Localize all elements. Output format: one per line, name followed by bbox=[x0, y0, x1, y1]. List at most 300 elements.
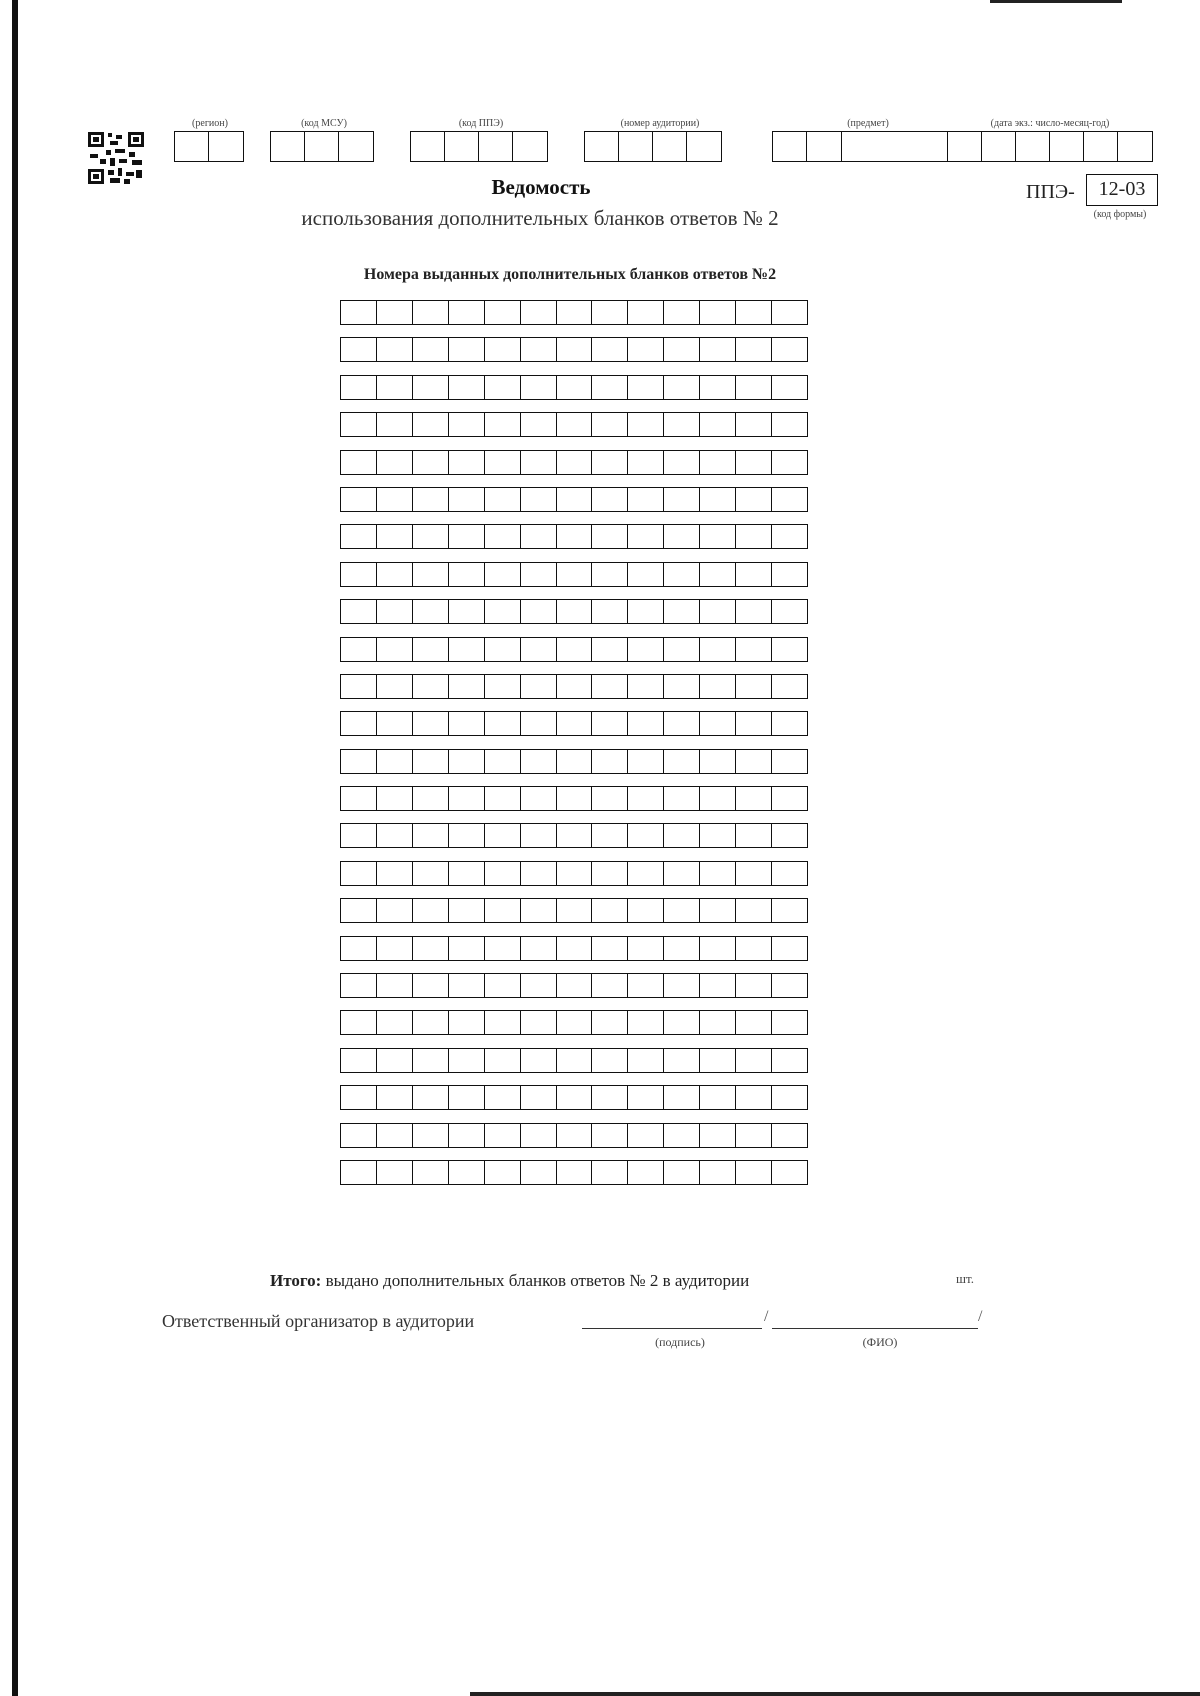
digit-cell[interactable] bbox=[948, 132, 982, 161]
grid-cell[interactable] bbox=[413, 899, 449, 922]
grid-cell[interactable] bbox=[449, 712, 485, 735]
grid-cell[interactable] bbox=[557, 1086, 593, 1109]
grid-cell[interactable] bbox=[664, 338, 700, 361]
grid-cell[interactable] bbox=[413, 824, 449, 847]
grid-cell[interactable] bbox=[664, 301, 700, 324]
grid-cell[interactable] bbox=[377, 525, 413, 548]
grid-cell[interactable] bbox=[700, 1124, 736, 1147]
grid-cell[interactable] bbox=[772, 1049, 807, 1072]
grid-cell[interactable] bbox=[592, 974, 628, 997]
grid-cell[interactable] bbox=[377, 862, 413, 885]
grid-cell[interactable] bbox=[736, 824, 772, 847]
grid-cell[interactable] bbox=[521, 862, 557, 885]
grid-cell[interactable] bbox=[413, 525, 449, 548]
grid-cell[interactable] bbox=[377, 974, 413, 997]
grid-cell[interactable] bbox=[485, 787, 521, 810]
grid-cell[interactable] bbox=[628, 338, 664, 361]
grid-cell[interactable] bbox=[736, 1049, 772, 1072]
grid-cell[interactable] bbox=[521, 301, 557, 324]
grid-cell[interactable] bbox=[592, 750, 628, 773]
grid-cell[interactable] bbox=[521, 638, 557, 661]
grid-cell[interactable] bbox=[485, 1124, 521, 1147]
grid-cell[interactable] bbox=[736, 899, 772, 922]
grid-cell[interactable] bbox=[700, 413, 736, 436]
grid-cell[interactable] bbox=[377, 937, 413, 960]
grid-cell[interactable] bbox=[521, 1161, 557, 1184]
digit-cell[interactable] bbox=[445, 132, 479, 161]
grid-cell[interactable] bbox=[485, 600, 521, 623]
grid-cell[interactable] bbox=[772, 1161, 807, 1184]
grid-cell[interactable] bbox=[377, 413, 413, 436]
grid-cell[interactable] bbox=[772, 824, 807, 847]
grid-cell[interactable] bbox=[449, 675, 485, 698]
grid-cell[interactable] bbox=[413, 1011, 449, 1034]
grid-cell[interactable] bbox=[485, 563, 521, 586]
grid-cell[interactable] bbox=[449, 862, 485, 885]
grid-cell[interactable] bbox=[700, 787, 736, 810]
grid-cell[interactable] bbox=[485, 376, 521, 399]
grid-cell[interactable] bbox=[521, 1086, 557, 1109]
grid-cell[interactable] bbox=[377, 1161, 413, 1184]
grid-cell[interactable] bbox=[736, 787, 772, 810]
grid-row[interactable] bbox=[340, 898, 808, 923]
grid-cell[interactable] bbox=[628, 488, 664, 511]
grid-cell[interactable] bbox=[449, 451, 485, 474]
grid-cell[interactable] bbox=[485, 675, 521, 698]
grid-cell[interactable] bbox=[628, 974, 664, 997]
grid-cell[interactable] bbox=[557, 1049, 593, 1072]
grid-cell[interactable] bbox=[772, 563, 807, 586]
grid-cell[interactable] bbox=[377, 451, 413, 474]
grid-cell[interactable] bbox=[413, 1161, 449, 1184]
grid-cell[interactable] bbox=[377, 787, 413, 810]
grid-cell[interactable] bbox=[413, 413, 449, 436]
grid-cell[interactable] bbox=[485, 301, 521, 324]
grid-cell[interactable] bbox=[341, 824, 377, 847]
grid-cell[interactable] bbox=[485, 750, 521, 773]
grid-cell[interactable] bbox=[341, 376, 377, 399]
grid-cell[interactable] bbox=[557, 750, 593, 773]
grid-cell[interactable] bbox=[592, 899, 628, 922]
grid-cell[interactable] bbox=[628, 824, 664, 847]
grid-cell[interactable] bbox=[449, 1011, 485, 1034]
grid-cell[interactable] bbox=[557, 1011, 593, 1034]
digit-cell[interactable] bbox=[653, 132, 687, 161]
grid-cell[interactable] bbox=[664, 1049, 700, 1072]
grid-cell[interactable] bbox=[700, 937, 736, 960]
grid-cell[interactable] bbox=[377, 675, 413, 698]
grid-cell[interactable] bbox=[736, 862, 772, 885]
grid-cell[interactable] bbox=[449, 376, 485, 399]
grid-cell[interactable] bbox=[772, 937, 807, 960]
grid-cell[interactable] bbox=[772, 974, 807, 997]
digit-cell[interactable] bbox=[1118, 132, 1152, 161]
grid-cell[interactable] bbox=[700, 488, 736, 511]
ppe-code-field[interactable] bbox=[410, 131, 548, 162]
grid-cell[interactable] bbox=[557, 675, 593, 698]
grid-cell[interactable] bbox=[377, 563, 413, 586]
grid-cell[interactable] bbox=[736, 1124, 772, 1147]
grid-cell[interactable] bbox=[664, 1161, 700, 1184]
grid-cell[interactable] bbox=[377, 376, 413, 399]
grid-cell[interactable] bbox=[377, 338, 413, 361]
grid-cell[interactable] bbox=[341, 750, 377, 773]
grid-cell[interactable] bbox=[664, 750, 700, 773]
grid-cell[interactable] bbox=[449, 937, 485, 960]
grid-cell[interactable] bbox=[592, 712, 628, 735]
grid-cell[interactable] bbox=[557, 376, 593, 399]
grid-cell[interactable] bbox=[377, 899, 413, 922]
grid-cell[interactable] bbox=[592, 862, 628, 885]
grid-cell[interactable] bbox=[521, 1049, 557, 1072]
grid-cell[interactable] bbox=[377, 1124, 413, 1147]
grid-cell[interactable] bbox=[592, 937, 628, 960]
grid-cell[interactable] bbox=[341, 413, 377, 436]
grid-cell[interactable] bbox=[341, 937, 377, 960]
grid-row[interactable] bbox=[340, 973, 808, 998]
grid-cell[interactable] bbox=[557, 451, 593, 474]
grid-row[interactable] bbox=[340, 300, 808, 325]
grid-cell[interactable] bbox=[592, 301, 628, 324]
grid-cell[interactable] bbox=[485, 451, 521, 474]
grid-cell[interactable] bbox=[485, 712, 521, 735]
digit-cell[interactable] bbox=[1016, 132, 1050, 161]
grid-cell[interactable] bbox=[628, 563, 664, 586]
auditorium-number-field[interactable] bbox=[584, 131, 722, 162]
grid-cell[interactable] bbox=[628, 1049, 664, 1072]
grid-cell[interactable] bbox=[485, 525, 521, 548]
grid-cell[interactable] bbox=[521, 488, 557, 511]
digit-cell[interactable] bbox=[807, 132, 841, 161]
grid-cell[interactable] bbox=[521, 525, 557, 548]
digit-cell[interactable] bbox=[411, 132, 445, 161]
grid-cell[interactable] bbox=[557, 787, 593, 810]
grid-cell[interactable] bbox=[485, 899, 521, 922]
grid-cell[interactable] bbox=[772, 787, 807, 810]
grid-cell[interactable] bbox=[736, 563, 772, 586]
grid-row[interactable] bbox=[340, 936, 808, 961]
grid-cell[interactable] bbox=[700, 899, 736, 922]
grid-cell[interactable] bbox=[341, 974, 377, 997]
grid-row[interactable] bbox=[340, 674, 808, 699]
grid-cell[interactable] bbox=[521, 1011, 557, 1034]
grid-cell[interactable] bbox=[664, 787, 700, 810]
grid-cell[interactable] bbox=[521, 787, 557, 810]
grid-cell[interactable] bbox=[449, 1161, 485, 1184]
digit-cell[interactable] bbox=[271, 132, 305, 161]
grid-cell[interactable] bbox=[377, 638, 413, 661]
grid-cell[interactable] bbox=[772, 525, 807, 548]
grid-cell[interactable] bbox=[664, 376, 700, 399]
grid-cell[interactable] bbox=[485, 1086, 521, 1109]
grid-cell[interactable] bbox=[736, 376, 772, 399]
grid-cell[interactable] bbox=[341, 1161, 377, 1184]
grid-cell[interactable] bbox=[341, 338, 377, 361]
grid-cell[interactable] bbox=[485, 862, 521, 885]
grid-row[interactable] bbox=[340, 562, 808, 587]
full-name-line[interactable] bbox=[772, 1328, 978, 1329]
grid-row[interactable] bbox=[340, 487, 808, 512]
msu-code-field[interactable] bbox=[270, 131, 374, 162]
grid-cell[interactable] bbox=[485, 488, 521, 511]
grid-cell[interactable] bbox=[377, 1011, 413, 1034]
grid-cell[interactable] bbox=[557, 413, 593, 436]
grid-cell[interactable] bbox=[413, 376, 449, 399]
grid-cell[interactable] bbox=[341, 301, 377, 324]
digit-cell[interactable] bbox=[175, 132, 209, 161]
grid-cell[interactable] bbox=[628, 937, 664, 960]
grid-row[interactable] bbox=[340, 524, 808, 549]
grid-cell[interactable] bbox=[772, 376, 807, 399]
grid-cell[interactable] bbox=[521, 376, 557, 399]
digit-cell[interactable] bbox=[687, 132, 721, 161]
grid-cell[interactable] bbox=[485, 1011, 521, 1034]
grid-cell[interactable] bbox=[557, 712, 593, 735]
grid-cell[interactable] bbox=[485, 638, 521, 661]
digit-cell[interactable] bbox=[1050, 132, 1084, 161]
grid-row[interactable] bbox=[340, 375, 808, 400]
grid-cell[interactable] bbox=[736, 750, 772, 773]
grid-cell[interactable] bbox=[413, 1086, 449, 1109]
grid-cell[interactable] bbox=[592, 787, 628, 810]
grid-cell[interactable] bbox=[377, 301, 413, 324]
grid-cell[interactable] bbox=[449, 301, 485, 324]
grid-cell[interactable] bbox=[341, 862, 377, 885]
digit-cell[interactable] bbox=[209, 132, 243, 161]
grid-cell[interactable] bbox=[377, 750, 413, 773]
grid-cell[interactable] bbox=[664, 974, 700, 997]
grid-cell[interactable] bbox=[341, 1049, 377, 1072]
grid-cell[interactable] bbox=[736, 937, 772, 960]
grid-cell[interactable] bbox=[449, 1049, 485, 1072]
grid-cell[interactable] bbox=[736, 712, 772, 735]
grid-cell[interactable] bbox=[736, 488, 772, 511]
grid-cell[interactable] bbox=[485, 1049, 521, 1072]
digit-cell[interactable] bbox=[619, 132, 653, 161]
grid-row[interactable] bbox=[340, 1010, 808, 1035]
digit-cell[interactable] bbox=[305, 132, 339, 161]
grid-cell[interactable] bbox=[449, 563, 485, 586]
grid-cell[interactable] bbox=[700, 862, 736, 885]
grid-cell[interactable] bbox=[700, 1049, 736, 1072]
grid-cell[interactable] bbox=[557, 301, 593, 324]
grid-cell[interactable] bbox=[772, 1124, 807, 1147]
grid-cell[interactable] bbox=[592, 488, 628, 511]
grid-cell[interactable] bbox=[449, 600, 485, 623]
grid-cell[interactable] bbox=[700, 301, 736, 324]
grid-cell[interactable] bbox=[772, 862, 807, 885]
grid-cell[interactable] bbox=[772, 413, 807, 436]
grid-cell[interactable] bbox=[592, 338, 628, 361]
grid-cell[interactable] bbox=[664, 638, 700, 661]
grid-row[interactable] bbox=[340, 711, 808, 736]
grid-cell[interactable] bbox=[413, 974, 449, 997]
grid-cell[interactable] bbox=[664, 899, 700, 922]
digit-cell[interactable] bbox=[513, 132, 547, 161]
grid-row[interactable] bbox=[340, 1085, 808, 1110]
grid-cell[interactable] bbox=[592, 525, 628, 548]
grid-cell[interactable] bbox=[341, 638, 377, 661]
grid-cell[interactable] bbox=[664, 1124, 700, 1147]
grid-cell[interactable] bbox=[772, 301, 807, 324]
grid-cell[interactable] bbox=[664, 600, 700, 623]
grid-cell[interactable] bbox=[664, 525, 700, 548]
grid-cell[interactable] bbox=[557, 338, 593, 361]
grid-cell[interactable] bbox=[700, 824, 736, 847]
grid-cell[interactable] bbox=[628, 750, 664, 773]
grid-cell[interactable] bbox=[449, 899, 485, 922]
grid-cell[interactable] bbox=[413, 675, 449, 698]
grid-row[interactable] bbox=[340, 599, 808, 624]
grid-cell[interactable] bbox=[628, 1161, 664, 1184]
grid-cell[interactable] bbox=[664, 563, 700, 586]
grid-row[interactable] bbox=[340, 861, 808, 886]
grid-cell[interactable] bbox=[521, 974, 557, 997]
grid-row[interactable] bbox=[340, 1123, 808, 1148]
grid-cell[interactable] bbox=[736, 638, 772, 661]
grid-cell[interactable] bbox=[521, 750, 557, 773]
grid-cell[interactable] bbox=[557, 1124, 593, 1147]
grid-cell[interactable] bbox=[592, 413, 628, 436]
digit-cell[interactable] bbox=[479, 132, 513, 161]
grid-cell[interactable] bbox=[521, 451, 557, 474]
grid-cell[interactable] bbox=[341, 1086, 377, 1109]
grid-cell[interactable] bbox=[772, 1086, 807, 1109]
grid-cell[interactable] bbox=[628, 1011, 664, 1034]
grid-cell[interactable] bbox=[700, 750, 736, 773]
grid-cell[interactable] bbox=[664, 488, 700, 511]
grid-cell[interactable] bbox=[485, 937, 521, 960]
grid-cell[interactable] bbox=[557, 862, 593, 885]
grid-cell[interactable] bbox=[449, 413, 485, 436]
grid-cell[interactable] bbox=[592, 451, 628, 474]
grid-cell[interactable] bbox=[341, 787, 377, 810]
signature-line[interactable] bbox=[582, 1328, 762, 1329]
grid-cell[interactable] bbox=[628, 862, 664, 885]
grid-cell[interactable] bbox=[628, 600, 664, 623]
grid-cell[interactable] bbox=[413, 712, 449, 735]
grid-cell[interactable] bbox=[772, 638, 807, 661]
grid-cell[interactable] bbox=[664, 862, 700, 885]
grid-cell[interactable] bbox=[664, 1011, 700, 1034]
grid-cell[interactable] bbox=[413, 787, 449, 810]
grid-cell[interactable] bbox=[413, 451, 449, 474]
grid-cell[interactable] bbox=[377, 1086, 413, 1109]
grid-cell[interactable] bbox=[341, 1124, 377, 1147]
grid-cell[interactable] bbox=[413, 638, 449, 661]
grid-cell[interactable] bbox=[700, 1161, 736, 1184]
grid-cell[interactable] bbox=[413, 488, 449, 511]
grid-cell[interactable] bbox=[557, 638, 593, 661]
grid-cell[interactable] bbox=[664, 675, 700, 698]
grid-cell[interactable] bbox=[700, 712, 736, 735]
grid-row[interactable] bbox=[340, 786, 808, 811]
subject-field[interactable] bbox=[772, 131, 842, 162]
grid-cell[interactable] bbox=[521, 563, 557, 586]
grid-cell[interactable] bbox=[700, 1086, 736, 1109]
grid-cell[interactable] bbox=[736, 1086, 772, 1109]
grid-row[interactable] bbox=[340, 749, 808, 774]
grid-cell[interactable] bbox=[772, 675, 807, 698]
grid-cell[interactable] bbox=[736, 675, 772, 698]
grid-cell[interactable] bbox=[413, 1049, 449, 1072]
grid-cell[interactable] bbox=[700, 675, 736, 698]
grid-cell[interactable] bbox=[557, 1161, 593, 1184]
grid-cell[interactable] bbox=[592, 1086, 628, 1109]
region-field[interactable] bbox=[174, 131, 244, 162]
grid-cell[interactable] bbox=[628, 1124, 664, 1147]
grid-cell[interactable] bbox=[628, 675, 664, 698]
grid-cell[interactable] bbox=[377, 600, 413, 623]
grid-cell[interactable] bbox=[736, 451, 772, 474]
grid-cell[interactable] bbox=[521, 712, 557, 735]
grid-cell[interactable] bbox=[772, 750, 807, 773]
grid-cell[interactable] bbox=[449, 787, 485, 810]
grid-cell[interactable] bbox=[521, 413, 557, 436]
grid-cell[interactable] bbox=[592, 675, 628, 698]
grid-cell[interactable] bbox=[736, 974, 772, 997]
digit-cell[interactable] bbox=[773, 132, 807, 161]
grid-cell[interactable] bbox=[664, 1086, 700, 1109]
grid-cell[interactable] bbox=[772, 712, 807, 735]
grid-cell[interactable] bbox=[628, 301, 664, 324]
grid-cell[interactable] bbox=[592, 1124, 628, 1147]
grid-cell[interactable] bbox=[341, 525, 377, 548]
grid-cell[interactable] bbox=[557, 824, 593, 847]
grid-cell[interactable] bbox=[377, 712, 413, 735]
grid-cell[interactable] bbox=[664, 824, 700, 847]
grid-cell[interactable] bbox=[485, 1161, 521, 1184]
grid-cell[interactable] bbox=[664, 712, 700, 735]
grid-row[interactable] bbox=[340, 637, 808, 662]
grid-cell[interactable] bbox=[664, 413, 700, 436]
grid-cell[interactable] bbox=[413, 862, 449, 885]
digit-cell[interactable] bbox=[982, 132, 1016, 161]
grid-cell[interactable] bbox=[700, 600, 736, 623]
grid-cell[interactable] bbox=[700, 638, 736, 661]
grid-cell[interactable] bbox=[772, 600, 807, 623]
grid-cell[interactable] bbox=[772, 338, 807, 361]
grid-cell[interactable] bbox=[341, 488, 377, 511]
grid-cell[interactable] bbox=[664, 937, 700, 960]
grid-row[interactable] bbox=[340, 1160, 808, 1185]
grid-cell[interactable] bbox=[736, 413, 772, 436]
grid-cell[interactable] bbox=[413, 338, 449, 361]
grid-cell[interactable] bbox=[521, 937, 557, 960]
grid-cell[interactable] bbox=[628, 525, 664, 548]
grid-row[interactable] bbox=[340, 412, 808, 437]
grid-cell[interactable] bbox=[449, 824, 485, 847]
grid-row[interactable] bbox=[340, 337, 808, 362]
grid-cell[interactable] bbox=[700, 451, 736, 474]
grid-cell[interactable] bbox=[377, 488, 413, 511]
digit-cell[interactable] bbox=[339, 132, 373, 161]
grid-cell[interactable] bbox=[700, 563, 736, 586]
grid-cell[interactable] bbox=[700, 376, 736, 399]
grid-cell[interactable] bbox=[485, 974, 521, 997]
grid-cell[interactable] bbox=[628, 413, 664, 436]
grid-cell[interactable] bbox=[557, 563, 593, 586]
grid-cell[interactable] bbox=[341, 899, 377, 922]
grid-cell[interactable] bbox=[413, 937, 449, 960]
grid-cell[interactable] bbox=[449, 338, 485, 361]
grid-cell[interactable] bbox=[377, 824, 413, 847]
grid-cell[interactable] bbox=[772, 899, 807, 922]
grid-cell[interactable] bbox=[341, 712, 377, 735]
exam-date-field[interactable] bbox=[842, 131, 1153, 162]
grid-cell[interactable] bbox=[700, 974, 736, 997]
grid-cell[interactable] bbox=[485, 824, 521, 847]
